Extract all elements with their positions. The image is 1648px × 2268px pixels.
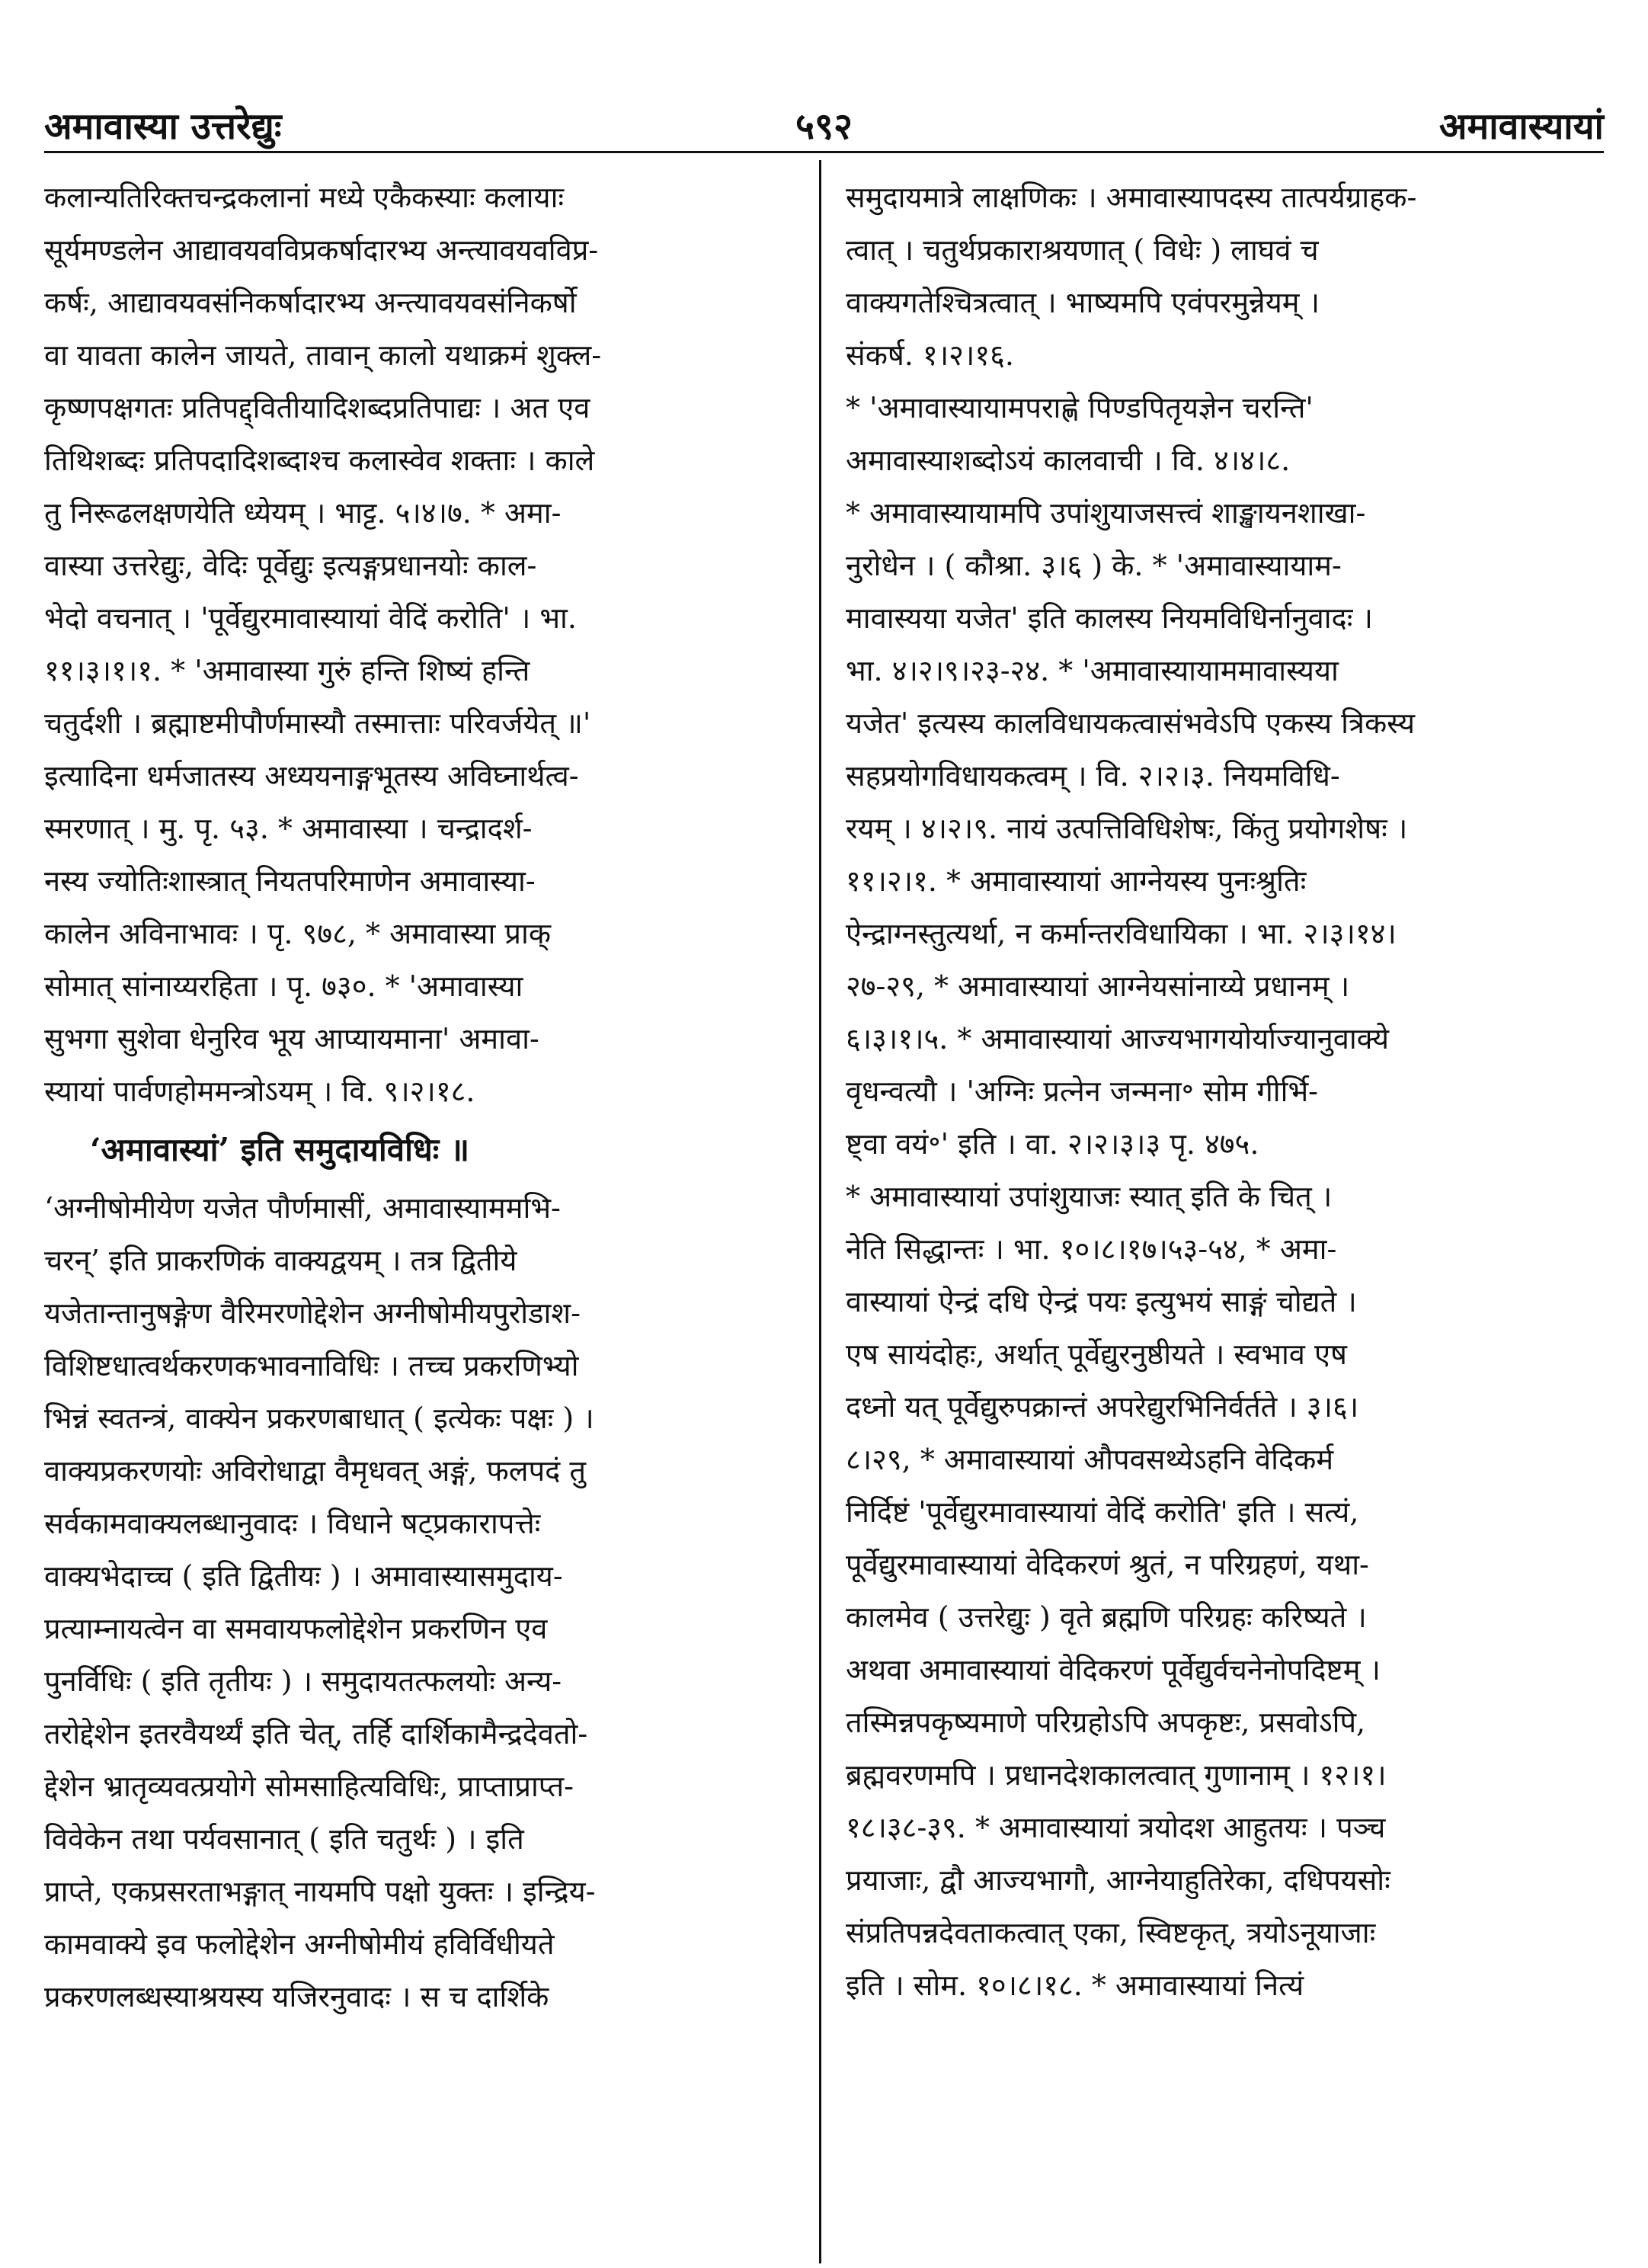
text-line: तस्मिन्नपकृष्यमाणे परिग्रहोऽपि अपकृष्टः, प्रसवोऽपि,: [846, 1706, 1366, 1739]
text-line: चतुर्दशी । ब्रह्माष्टमीपौर्णमास्यौ तस्मात्ताः परिवर्जयेत् ॥': [44, 706, 591, 740]
text-line: पूर्वेद्युरमावास्यायां वेदिकरणं श्रुतं, न परिग्रहणं, यथा-: [846, 1548, 1369, 1581]
text-line: समुदायमात्रे लाक्षणिकः । अमावास्यापदस्य तात्पर्यग्राहक-: [846, 181, 1417, 214]
text-line: ८।२९, * अमावास्यायां औपवसथ्येऽहनि वेदिकर्म: [846, 1443, 1334, 1476]
header-left-catchword: अमावास्या उत्तरेद्युः: [44, 105, 282, 148]
text-line: ‘अग्नीषोमीयेण यजेत पौर्णमासीं, अमावास्याममभि-: [44, 1191, 561, 1225]
text-line: सोमात् सांनाय्यरहिता । पृ. ७३०. * 'अमावास्या: [44, 969, 523, 1003]
text-line: नेति सिद्धान्तः । भा. १०।८।१७।५३-५४, * अमा-: [846, 1232, 1337, 1266]
text-line: वाक्यभेदाच्च ( इति द्वितीयः ) । अमावास्यासमुदाय-: [44, 1559, 563, 1593]
text-line: वास्या उत्तरेद्युः, वेदिः पूर्वेद्युः इत्यङ्गप्रधानयोः काल-: [44, 549, 537, 582]
text-line: ११।३।१।१. * 'अमावास्या गुरुं हन्ति शिष्यं हन्ति: [44, 654, 530, 687]
header-rule: [44, 151, 1604, 153]
text-line: कर्षः, आद्यावयवसंनिकर्षादारभ्य अन्त्यावयवसंनिकर्षो: [44, 286, 577, 319]
text-line: प्रत्याम्नायत्वेन वा समवायफलोद्देशेन प्रकरणिन एव: [44, 1612, 548, 1645]
column-divider: [819, 160, 821, 2263]
text-line: कामवाक्ये इव फलोद्देशेन अग्नीषोमीयं हविर्विधीयते: [44, 1927, 555, 1961]
text-line: * अमावास्यायामपि उपांशुयाजसत्त्वं शाङ्खायनशाखा-: [846, 496, 1366, 530]
text-line: विशिष्टधात्वर्थकरणकभावनाविधिः । तच्च प्रकरणिभ्यो: [44, 1349, 579, 1382]
text-line: इत्यादिना धर्मजातस्य अध्ययनाङ्गभूतस्य अविघ्नार्थत्व-: [44, 759, 579, 793]
text-line: नुरोधेन । ( कौश्रा. ३।६ ) के. * 'अमावास्यायाम-: [846, 549, 1342, 582]
text-line: कृष्णपक्षगतः प्रतिपद्द्वितीयादिशब्दप्रतिपाद्यः । अत एव: [44, 391, 590, 424]
text-line: प्रकरणलब्धस्याश्रयस्य यजिरनुवादः । स च दार्शिके: [44, 1980, 549, 2013]
right-column: [846, 171, 1600, 2252]
text-line: एष सायंदोहः, अर्थात् पूर्वेद्युरनुष्ठीयते । स्वभाव एष: [846, 1337, 1347, 1371]
text-line: संकर्ष. १।२।१६.: [846, 338, 1014, 372]
text-line: ६।३।१।५. * अमावास्यायां आज्यभागयोर्याज्यानुवाक्ये: [846, 1022, 1390, 1056]
text-line: ष्ट्वा वयं॰' इति । वा. २।२।३।३ पृ. ४७५.: [846, 1127, 1259, 1161]
text-line: कालेन अविनाभावः । पृ. ९७८, * अमावास्या प्राक्: [44, 917, 552, 950]
text-line: द्देशेन भ्रातृव्यवत्प्रयोगे सोमसाहित्यविधिः, प्राप्ताप्राप्त-: [44, 1770, 574, 1803]
text-line: वृधन्वत्यौ । 'अग्निः प्रत्नेन जन्मना॰ सोम गीर्भि-: [846, 1075, 1319, 1108]
text-line: निर्दिष्टं 'पूर्वेद्युरमावास्यायां वेदिं करोति' इति । सत्यं,: [846, 1495, 1359, 1529]
page-number: ५९२: [795, 105, 853, 148]
text-line: ऐन्द्राग्नस्तुत्यर्था, न कर्मान्तरविधायिका । भा. २।३।१४।: [846, 917, 1397, 950]
text-line: तिथिशब्दः प्रतिपदादिशब्दाश्च कलास्वेव शक्ताः । काले: [44, 444, 595, 477]
section-heading: ‘अमावास्यां’ इति समुदायविधिः ॥: [90, 1131, 470, 1168]
text-line: संप्रतिपन्नदेवताकत्वात् एका, स्विष्टकृत्, त्रयोऽनूयाजाः: [846, 1916, 1376, 1949]
text-line: सूर्यमण्डलेन आद्यावयवविप्रकर्षादारभ्य अन्त्यावयवविप्र-: [44, 233, 599, 267]
header-right-catchword: अमावास्यायां: [1438, 105, 1604, 148]
running-header: [44, 91, 1604, 152]
text-line: वाक्यप्रकरणयोः अविरोधाद्वा वैमृधवत् अङ्गं, फलपदं तु: [44, 1454, 587, 1488]
text-line: ११।२।१. * अमावास्यायां आग्नेयस्य पुनःश्रुतिः: [846, 864, 1307, 898]
text-line: यजेतान्तानुषङ्गेण वैरिमरणोद्देशेन अग्नीषोमीयपुरोडाश-: [44, 1296, 581, 1330]
text-line: स्यायां पार्वणहोममन्त्रोऽयम् । वि. ९।२।१८.: [44, 1075, 475, 1108]
text-line: * 'अमावास्यायामपराह्णे पिण्डपितृयज्ञेन चरन्ति': [846, 391, 1314, 424]
text-line: * अमावास्यायां उपांशुयाजः स्यात् इति के चित् ।: [846, 1180, 1333, 1213]
text-line: पुनर्विधिः ( इति तृतीयः ) । समुदायतत्फलयोः अन्य-: [44, 1664, 562, 1698]
text-line: चरन्’ इति प्राकरणिकं वाक्यद्वयम् । तत्र द्वितीये: [44, 1244, 517, 1277]
text-line: सर्वकामवाक्यलब्धानुवादः । विधाने षट्प्रकारापत्तेः: [44, 1507, 541, 1540]
text-line: दध्नो यत् पूर्वेद्युरुपक्रान्तं अपरेद्युरभिनिर्वर्तते । ३।६।: [846, 1390, 1359, 1424]
text-line: प्रयाजाः, द्वौ आज्यभागौ, आग्नेयाहुतिरेका, दधिपयसोः: [846, 1863, 1390, 1897]
text-line: रयम् । ४।२।९. नायं उत्पत्तिविधिशेषः, किंतु प्रयोगशेषः ।: [846, 812, 1408, 845]
text-line: तरोद्देशेन इतरवैयर्थ्यं इति चेत्, तर्हि दार्शिकामैन्द्रदेवतो-: [44, 1717, 588, 1751]
text-line: मावास्यया यजेत' इति कालस्य नियमविधिर्नानुवादः ।: [846, 601, 1373, 635]
text-line: तु निरूढलक्षणयेति ध्येयम् । भाट्ट. ५।४।७. * अमा-: [44, 496, 562, 530]
text-line: वाक्यगतेश्चित्रत्वात् । भाष्यमपि एवंपरमुन्नेयम् ।: [846, 286, 1320, 319]
text-line: सुभगा सुशेवा धेनुरिव भूय आप्यायमाना' अमावा-: [44, 1022, 539, 1056]
text-line: इति । सोम. १०।८।१८. * अमावास्यायां नित्यं: [846, 1968, 1304, 2002]
text-line: वास्यायां ऐन्द्रं दधि ऐन्द्रं पयः इत्युभयं साङ्गं चोद्यते ।: [846, 1285, 1357, 1318]
text-line: स्मरणात् । मु. पृ. ५३. * अमावास्या । चन्द्रादर्श-: [44, 812, 533, 845]
text-line: सहप्रयोगविधायकत्वम् । वि. २।२।३. नियमविधि-: [846, 759, 1340, 793]
text-line: कलान्यतिरिक्तचन्द्रकलानां मध्ये एकैकस्याः कलायाः: [44, 181, 565, 214]
text-line: अमावास्याशब्दोऽयं कालवाची । वि. ४।४।८.: [846, 444, 1291, 477]
text-line: वा यावता कालेन जायते, तावान् कालो यथाक्रमं शुक्ल-: [44, 338, 602, 372]
text-line: भिन्नं स्वतन्त्रं, वाक्येन प्रकरणबाधात् ( इत्येकः पक्षः ) ।: [44, 1401, 594, 1435]
text-line: १८।३८-३९. * अमावास्यायां त्रयोदश आहुतयः । पञ्च: [846, 1811, 1386, 1844]
text-line: अथवा अमावास्यायां वेदिकरणं पूर्वेद्युर्वचनेनोपदिष्टम् ।: [846, 1653, 1381, 1687]
text-line: ब्रह्मवरणमपि । प्रधानदेशकालत्वात् गुणानाम् । १२।१।: [846, 1758, 1387, 1792]
text-line: भा. ४।२।९।२३-२४. * 'अमावास्यायाममावास्यया: [846, 654, 1339, 687]
left-column: [44, 171, 798, 2252]
text-line: विवेकेन तथा पर्यवसानात् ( इति चतुर्थः ) । इति: [44, 1822, 524, 1856]
text-line: नस्य ज्योतिःशास्त्रात् नियतपरिमाणेन अमावास्या-: [44, 864, 536, 898]
text-line: भेदो वचनात् । 'पूर्वेद्युरमावास्यायां वेदिं करोति' । भा.: [44, 601, 577, 635]
text-line: त्वात् । चतुर्थप्रकाराश्रयणात् ( विधेः ) लाघवं च: [846, 233, 1319, 267]
text-line: २७-२९, * अमावास्यायां आग्नेयसांनाय्ये प्रधानम् ।: [846, 969, 1350, 1003]
text-line: यजेत' इत्यस्य कालविधायकत्वासंभवेऽपि एकस्य त्रिकस्य: [846, 706, 1415, 740]
text-line: कालमेव ( उत्तरेद्युः ) वृते ब्रह्मणि परिग्रहः करिष्यते ।: [846, 1600, 1367, 1634]
text-line: प्राप्ते, एकप्रसरताभङ्गात् नायमपि पक्षो युक्तः । इन्द्रिय-: [44, 1875, 596, 1908]
